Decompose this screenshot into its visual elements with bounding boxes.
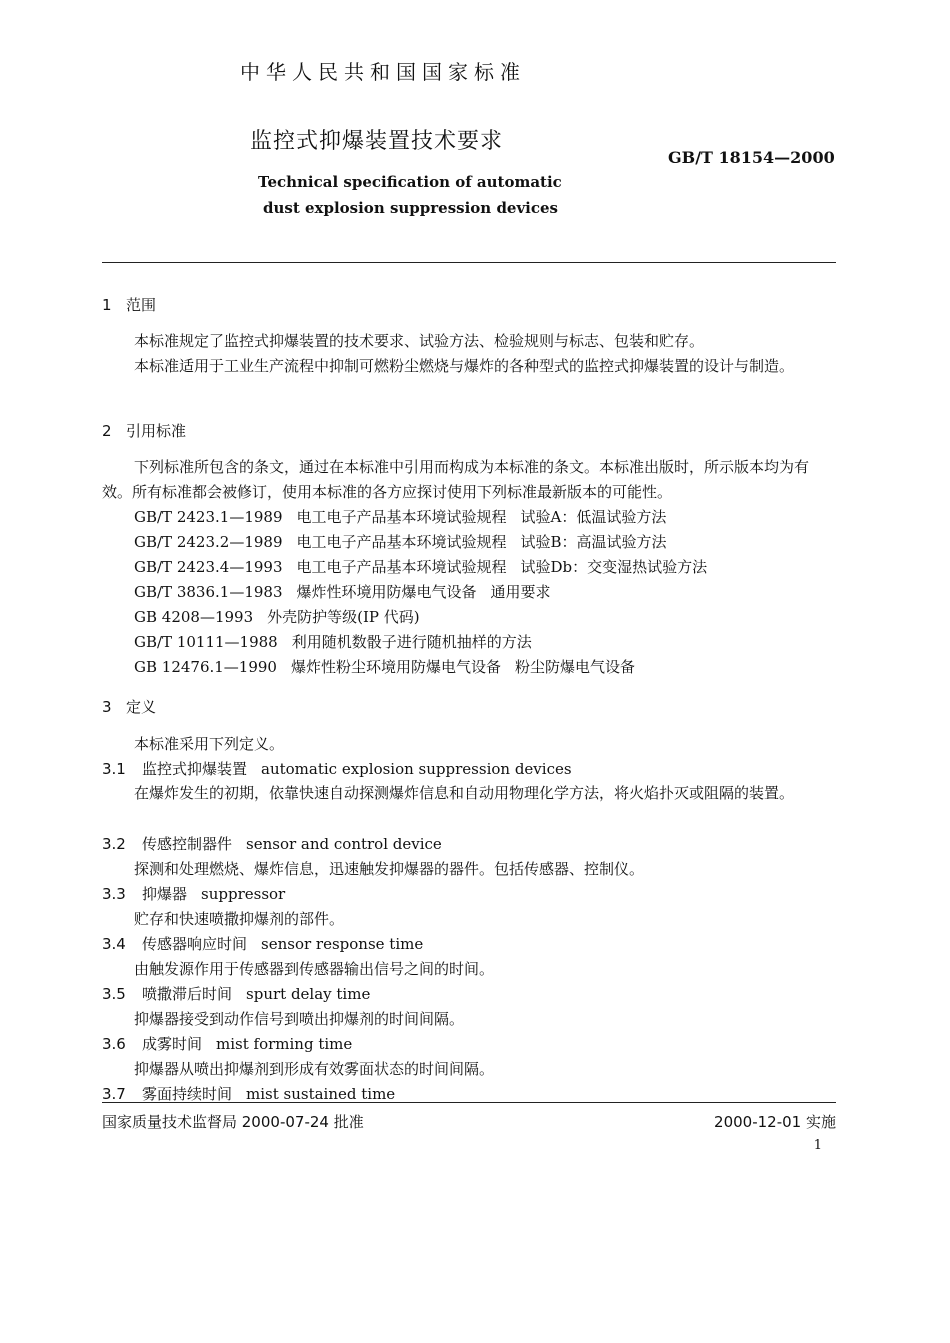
definition-term-cn: 传感控制器件 — [142, 835, 233, 853]
document-title: 监控式抑爆装置技术要求 — [250, 129, 504, 154]
reference-title: 电工电子产品基本环境试验规程 — [296, 533, 507, 551]
reference-code: GB 12476.1—1990 — [134, 658, 277, 676]
reference-subtitle: 试验A：低温试验方法 — [520, 508, 667, 526]
reference-code: GB/T 2423.2—1989 — [134, 533, 283, 551]
definition-number: 3.1 — [102, 760, 126, 778]
section-1-paragraph-2: 本标准适用于工业生产流程中抑制可燃粉尘燃烧与爆炸的各种型式的监控式抑爆装置的设计与制造。 — [134, 357, 795, 375]
reference-item — [134, 606, 420, 627]
definition-number: 3.2 — [102, 835, 126, 853]
reference-item — [134, 631, 532, 652]
reference-item — [134, 656, 635, 677]
effective-date: 2000-12-01 实施 — [714, 1113, 836, 1131]
definition-heading — [102, 1083, 395, 1104]
reference-title: 爆炸性环境用防爆电气设备 — [296, 583, 477, 601]
section-title: 范围 — [126, 296, 157, 314]
definition-heading — [102, 933, 423, 954]
section-number: 1 — [102, 296, 112, 314]
definition-number: 3.6 — [102, 1035, 126, 1053]
reference-code: GB/T 2423.4—1993 — [134, 558, 283, 576]
reference-item — [134, 506, 666, 527]
definition-term-cn: 抑爆器 — [142, 885, 188, 903]
reference-subtitle: 试验Db：交变湿热试验方法 — [520, 558, 708, 576]
definition-number: 3.7 — [102, 1085, 126, 1103]
reference-title: 电工电子产品基本环境试验规程 — [296, 508, 507, 526]
definition-term-en: suppressor — [201, 885, 286, 903]
definition-heading — [102, 833, 442, 854]
reference-title: 电工电子产品基本环境试验规程 — [296, 558, 507, 576]
reference-code: GB/T 2423.1—1989 — [134, 508, 283, 526]
definition-term-cn: 传感器响应时间 — [142, 935, 248, 953]
definition-heading — [102, 758, 572, 779]
english-title-line-2: dust explosion suppression devices — [263, 199, 559, 217]
reference-subtitle: 通用要求 — [490, 583, 551, 601]
definition-heading — [102, 1033, 352, 1054]
section-1-heading — [102, 294, 156, 315]
reference-code: GB/T 3836.1—1983 — [134, 583, 283, 601]
reference-item — [134, 581, 551, 602]
section-title: 引用标准 — [126, 422, 187, 440]
footer-divider — [102, 1102, 836, 1103]
definition-text: 在爆炸发生的初期，依靠快速自动探测爆炸信息和自动用物理化学方法，将火焰扑灭或阻隔的装置。 — [134, 784, 795, 802]
reference-title: 爆炸性粉尘环境用防爆电气设备 — [290, 658, 501, 676]
reference-code: GB/T 10111—1988 — [134, 633, 278, 651]
definition-term-en: mist forming time — [216, 1035, 353, 1053]
definition-term-en: sensor and control device — [246, 835, 442, 853]
reference-item — [134, 556, 707, 577]
definition-term-en: automatic explosion suppression devices — [261, 760, 572, 778]
definition-text: 由触发源作用于传感器到传感器输出信号之间的时间。 — [134, 960, 495, 978]
definition-text: 探测和处理燃烧、爆炸信息，迅速触发抑爆器的器件。包括传感器、控制仪。 — [134, 860, 645, 878]
definition-heading — [102, 883, 285, 904]
page-number: 1 — [813, 1138, 822, 1153]
reference-title: 外壳防护等级(IP 代码) — [267, 608, 420, 626]
definition-term-en: mist sustained time — [246, 1085, 396, 1103]
definition-text: 抑爆器从喷出抑爆剂到形成有效雾面状态的时间间隔。 — [134, 1060, 495, 1078]
section-number: 3 — [102, 698, 112, 716]
section-1-paragraph-1: 本标准规定了监控式抑爆装置的技术要求、试验方法、检验规则与标志、包装和贮存。 — [134, 332, 705, 350]
definition-term-cn: 雾面持续时间 — [142, 1085, 233, 1103]
definition-term-cn: 监控式抑爆装置 — [142, 760, 248, 778]
definition-term-cn: 成雾时间 — [142, 1035, 203, 1053]
reference-subtitle: 试验B：高温试验方法 — [520, 533, 667, 551]
section-number: 2 — [102, 422, 112, 440]
definition-term-cn: 喷撒滞后时间 — [142, 985, 233, 1003]
header-divider — [102, 262, 836, 263]
section-3-intro: 本标准采用下列定义。 — [134, 735, 285, 753]
definition-number: 3.5 — [102, 985, 126, 1003]
definition-number: 3.4 — [102, 935, 126, 953]
definition-number: 3.3 — [102, 885, 126, 903]
reference-subtitle: 粉尘防爆电气设备 — [515, 658, 636, 676]
definition-text: 抑爆器接受到动作信号到喷出抑爆剂的时间间隔。 — [134, 1010, 465, 1028]
english-title-line-1: Technical specification of automatic — [258, 173, 562, 191]
definition-term-en: sensor response time — [261, 935, 424, 953]
standard-number: GB/T 18154—2000 — [668, 148, 835, 167]
section-3-heading — [102, 696, 156, 717]
definition-text: 贮存和快速喷撒抑爆剂的部件。 — [134, 910, 345, 928]
approval-date: 国家质量技术监督局 2000-07-24 批准 — [102, 1113, 364, 1131]
reference-title: 利用随机数骰子进行随机抽样的方法 — [291, 633, 532, 651]
definition-heading — [102, 983, 370, 1004]
section-2-paragraph: 下列标准所包含的条文，通过在本标准中引用而构成为本标准的条文。本标准出版时，所示版本均为有效。所有标准都会被修订，使用本标准的各方应探讨使用下列标准最新版本的可能性。 — [102, 458, 810, 501]
national-standard-heading: 中华人民共和国国家标准 — [240, 60, 526, 84]
section-2-heading — [102, 420, 186, 441]
section-title: 定义 — [126, 698, 157, 716]
reference-code: GB 4208—1993 — [134, 608, 254, 626]
reference-item — [134, 531, 667, 552]
definition-term-en: spurt delay time — [246, 985, 371, 1003]
